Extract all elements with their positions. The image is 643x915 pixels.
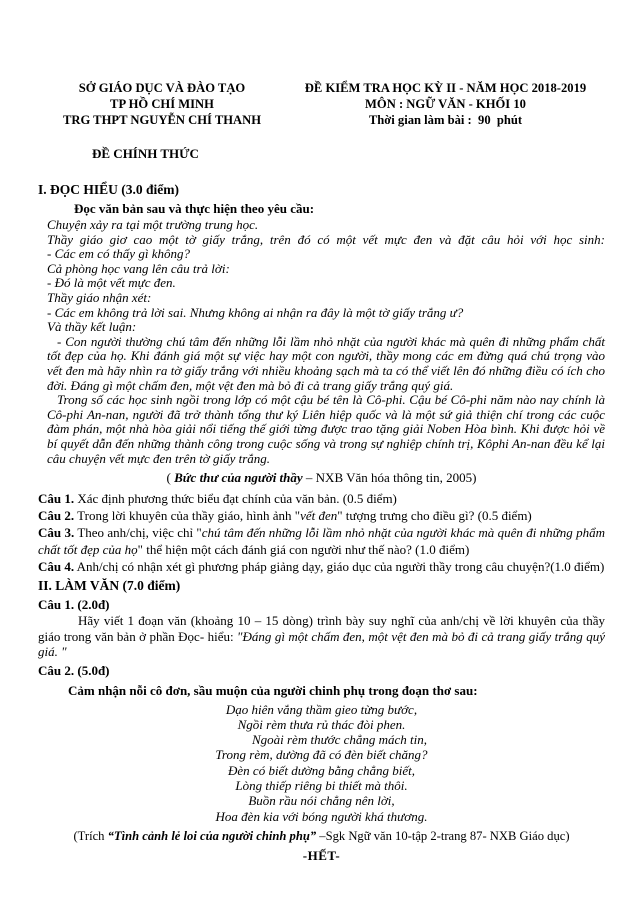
question-4-label: Câu 4. — [38, 559, 75, 575]
poem-line: Ngoài rèm thước chẳng mách tin, — [251, 732, 428, 748]
poem-excerpt — [38, 702, 605, 824]
question-3-text-end: " thể hiện một cách đánh giá con người như thế nào? (1.0 điểm) — [137, 542, 470, 558]
duration-line: Thời gian làm bài : 90 phút — [368, 113, 523, 127]
citation-publisher: –Sgk Ngữ văn 10-tập 2-trang 87- NXB Giáo dục) — [316, 828, 570, 843]
passage-dialogue-line: - Đó là một vết mực đen. — [47, 275, 176, 291]
question-2-label: Câu 2. — [38, 508, 75, 524]
passage-line: Và thầy kết luận: — [47, 319, 137, 335]
question-2 — [38, 507, 605, 524]
question-2-text: Trong lời khuyên của thầy giáo, hình ảnh " — [74, 508, 301, 524]
poem-line: Đèn có biết dường bằng chẳng biết, — [228, 762, 415, 778]
passage-source-citation — [38, 470, 605, 486]
citation-work-title: “Tình cảnh lẻ loi của người chinh phụ” — [107, 828, 317, 843]
poem-source-citation — [38, 829, 605, 844]
question-1-text: Xác định phương thức biểu đạt chính của văn bản. (0.5 điểm) — [74, 491, 397, 507]
source-book-title: Bức thư của người thầy — [174, 470, 303, 486]
passage-line: Thầy giáo giơ cao một tờ giấy trắng, trên đó có một vết mực đen và đặt câu hỏi với học sinh: — [47, 231, 605, 247]
question-2-quoted-phrase: vết đen — [300, 508, 338, 524]
section-2-title: II. LÀM VĂN (7.0 điểm) — [38, 578, 181, 594]
writing-question-1-body — [38, 613, 605, 660]
end-of-exam-marker: -HẾT- — [302, 847, 341, 863]
passage-line: Chuyện xảy ra tại một trường trung học. — [47, 217, 259, 232]
subject-grade-line: MÔN : NGỮ VĂN - KHỐI 10 — [365, 97, 526, 111]
poem-line: Trong rèm, dường đã có đèn biết chăng? — [215, 747, 428, 763]
poem-line: Hoa đèn kia với bóng người khá thương. — [215, 808, 428, 824]
passage-paragraph: - Con người thường chú tâm đến những lỗi lầm nhỏ nhặt của người khác mà quên đi những phẩm chất tốt đẹp của họ. Khi đánh giá một sự việc hay một con người, thầy mong các em đừng quá chú trọng vào vết đen mà hãy nhìn ra tờ giấy trắng với nhiều khoảng sạch mà ta có thể viết lên đó những điều có ích cho đời. Đáng gì một chấm đen, một vệt đen mà bỏ đi cả trang giấy trắng quý giá. — [47, 333, 605, 393]
poem-line: Buồn rầu nói chẳng nên lời, — [248, 793, 395, 809]
writing-question-2-label: Câu 2. (5.0đ) — [38, 662, 110, 678]
writing-question-1-text: Hãy viết 1 đoạn văn (khoảng 10 – 15 dòng) trình bày suy nghĩ của anh/chị về lời khuyên của thầy giáo trong văn bản ở phần Đọc- hiểu: — [38, 613, 605, 644]
question-3-quoted-phrase: chú tâm đến những lỗi lầm nhỏ nhặt của người khác mà quên đi những phẩm chất tốt đẹp của họ — [38, 525, 605, 558]
reading-questions — [38, 490, 605, 575]
question-4-text: Anh/chị có nhận xét gì phương pháp giảng dạy, giáo dục của người thầy trong câu chuyện?(1.0 điểm) — [74, 559, 605, 575]
citation-prefix: (Trích — [73, 828, 108, 843]
passage-dialogue-line: - Các em không trả lời sai. Nhưng không ai nhận ra đây là một tờ giấy trắng ư? — [47, 304, 464, 320]
passage-dialogue-line: - Các em có thấy gì không? — [47, 246, 190, 262]
passage-paragraph: Trong số các học sinh ngồi trong lớp có một cậu bé tên là Cô-phi. Cậu bé Cô-phi năm nào nay chính là Cô-phi An-nan, người đã trở thành tổng thư ký Liên hiệp quốc và là một sứ giả thiện chí trong các cuộc đàm phán, một nhà hòa giải nổi tiếng thế giới từng được trao tặng giải Noben Hòa bình. Khi được hỏi về bí quyết dẫn đến những thành công trong cuộc sống và trong sự nghiệp chính trị, Kôphi An-nan đều kể lại câu chuyện vết mực đen trên tờ giấy trắng. — [47, 392, 605, 466]
issuing-authority-block — [38, 80, 286, 128]
source-prefix: ( — [166, 470, 175, 486]
writing-question-1-label: Câu 1. (2.0đ) — [38, 597, 110, 613]
source-publisher: – NXB Văn hóa thông tin, 2005) — [302, 470, 477, 486]
poem-line: Lòng thiếp riêng bi thiết mà thôi. — [235, 778, 408, 794]
section-1-title: I. ĐỌC HIỂU (3.0 điểm) — [38, 182, 179, 197]
official-exam-label: ĐỀ CHÍNH THỨC — [92, 146, 199, 161]
department-name: SỞ GIÁO DỤC VÀ ĐÀO TẠO — [78, 81, 246, 95]
poem-line: Dạo hiên vắng thầm gieo từng bước, — [225, 701, 418, 717]
question-1 — [38, 490, 605, 507]
document-header — [38, 80, 605, 128]
question-3-text: Theo anh/chị, việc chỉ " — [74, 525, 202, 541]
question-2-text-end: " tượng trưng cho điều gì? (0.5 điểm) — [337, 508, 532, 524]
passage-line: Thầy giáo nhận xét: — [47, 289, 152, 305]
school-name: TRG THPT NGUYỄN CHÍ THANH — [62, 113, 262, 127]
reading-passage — [47, 218, 605, 466]
question-4 — [38, 558, 605, 575]
question-3 — [38, 524, 605, 558]
writing-question-1-quote: "Đáng gì một chấm đen, một vệt đen mà bỏ đi cả trang giấy trắng quý giá. " — [38, 628, 605, 660]
question-1-label: Câu 1. — [38, 491, 75, 507]
question-3-label: Câu 3. — [38, 525, 75, 541]
passage-line: Cả phòng học vang lên câu trả lời: — [47, 260, 230, 276]
reading-instruction: Đọc văn bản sau và thực hiện theo yêu cầu: — [74, 201, 315, 216]
writing-question-2-intro: Cảm nhận nỗi cô đơn, sầu muộn của người chinh phụ trong đoạn thơ sau: — [68, 682, 478, 698]
city-name: TP HỒ CHÍ MINH — [110, 97, 214, 111]
exam-title: ĐỀ KIỂM TRA HỌC KỲ II - NĂM HỌC 2018-2019 — [304, 81, 587, 95]
poem-line: Ngồi rèm thưa rủ thác đòi phen. — [237, 716, 406, 732]
exam-info-block — [286, 80, 605, 128]
